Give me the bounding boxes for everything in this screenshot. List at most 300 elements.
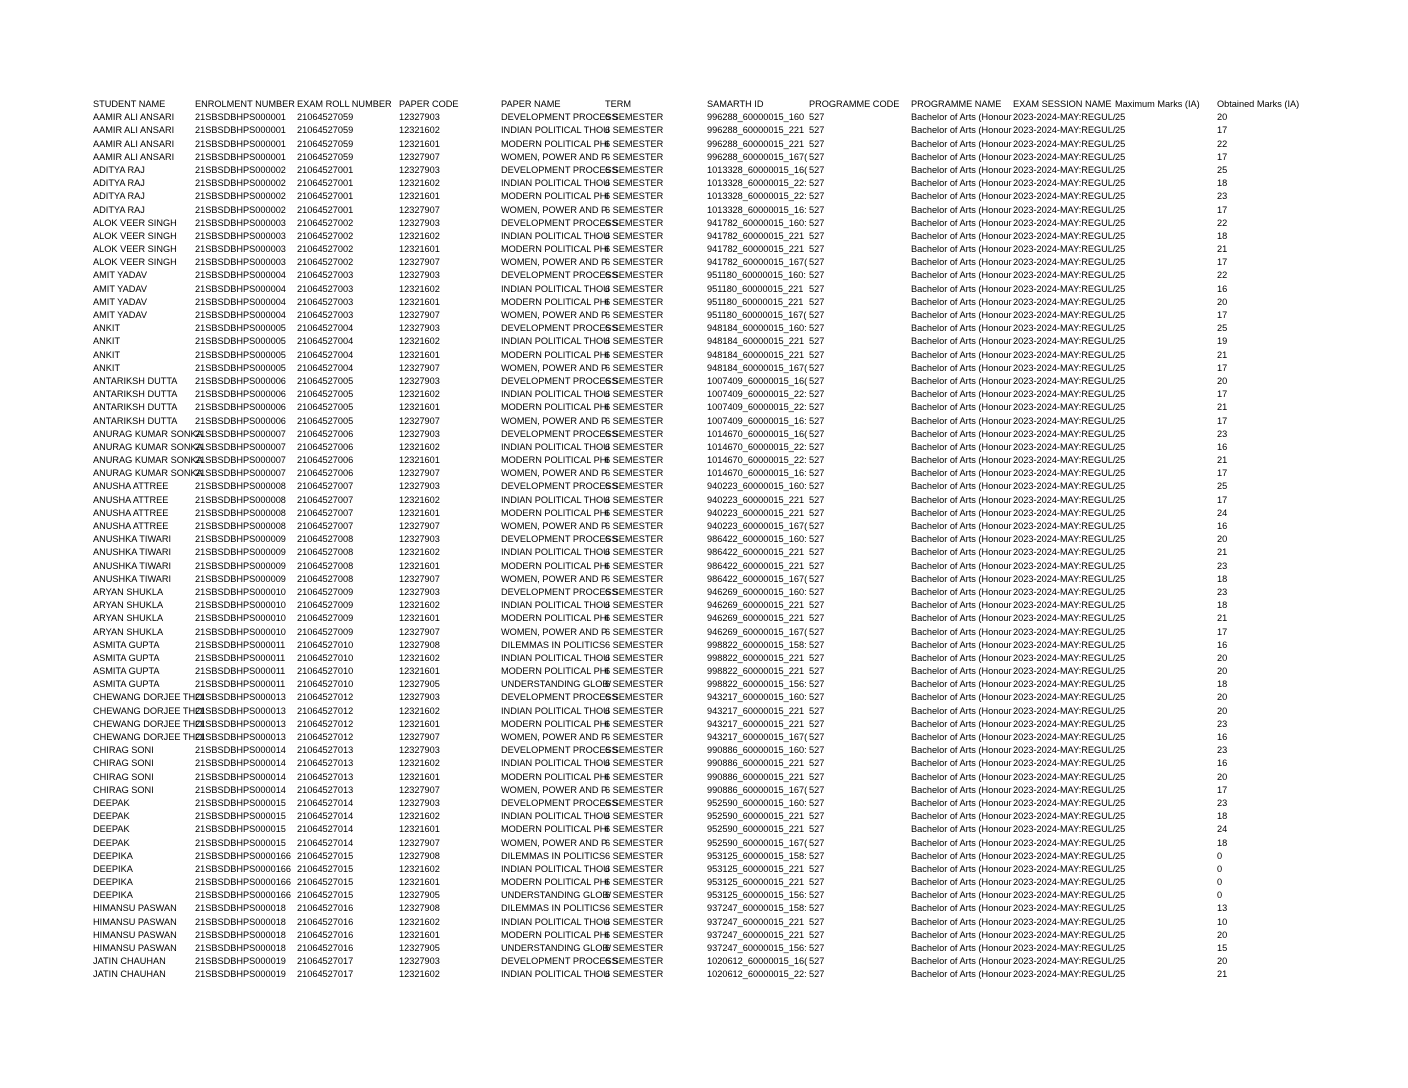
cell-term: 6 SEMESTER — [605, 850, 664, 861]
cell-student-name: DEEPAK — [93, 811, 130, 822]
cell-enrolment-number: 21SBSDBHPS0000166 — [195, 877, 292, 888]
cell-maximum-marks: 25 — [1115, 679, 1126, 690]
cell-programme-name: Bachelor of Arts (Honour — [911, 507, 1012, 518]
cell-paper-code: 12321601 — [399, 613, 440, 624]
cell-exam-session-name: 2023-2024-MAY:REGUL/ — [1013, 784, 1116, 795]
cell-exam-roll-number: 21064527017 — [297, 956, 354, 967]
table-row — [93, 269, 1323, 282]
cell-obtained-marks: 16 — [1217, 732, 1228, 742]
cell-programme-code: 527 — [809, 692, 825, 703]
cell-paper-name: DEVELOPMENT PROCESS — [501, 692, 618, 703]
cell-exam-session-name: 2023-2024-MAY:REGUL/ — [1013, 481, 1116, 492]
cell-programme-name: Bachelor of Arts (Honour — [911, 705, 1012, 716]
cell-student-name: ANUSHKA TIWARI — [93, 560, 172, 571]
cell-paper-code: 12327903 — [399, 534, 440, 545]
cell-samarth-id: 943217_60000015_221 — [707, 718, 805, 729]
cell-programme-code: 527 — [809, 336, 825, 347]
cell-programme-code: 527 — [809, 824, 825, 835]
cell-programme-code: 527 — [809, 310, 825, 320]
cell-paper-name: UNDERSTANDING GLOB/ — [501, 943, 612, 953]
cell-samarth-id: 948184_60000015_221 — [707, 336, 805, 347]
cell-paper-name: DEVELOPMENT PROCESS — [501, 797, 618, 808]
cell-paper-name: UNDERSTANDING GLOB/ — [501, 890, 612, 901]
cell-paper-name: MODERN POLITICAL PHI — [501, 349, 609, 360]
cell-paper-code: 12321602 — [399, 811, 440, 822]
cell-exam-session-name: 2023-2024-MAY:REGUL/ — [1013, 204, 1116, 215]
cell-samarth-id: 941782_60000015_221 — [707, 244, 805, 255]
cell-enrolment-number: 21SBSDBHPS000014 — [195, 758, 286, 769]
cell-enrolment-number: 21SBSDBHPS000015 — [195, 824, 286, 835]
cell-exam-session-name: 2023-2024-MAY:REGUL/ — [1013, 310, 1116, 320]
cell-student-name: HIMANSU PASWAN — [93, 943, 177, 953]
cell-samarth-id: 1007409_60000015_22: — [707, 389, 807, 400]
table-row — [93, 823, 1323, 836]
cell-programme-code: 527 — [809, 732, 825, 742]
cell-maximum-marks: 25 — [1115, 507, 1126, 518]
cell-samarth-id: 940223_60000015_221 — [707, 507, 805, 518]
cell-term: 6 SEMESTER — [605, 310, 664, 320]
cell-programme-name: Bachelor of Arts (Honour — [911, 890, 1012, 901]
cell-exam-session-name: 2023-2024-MAY:REGUL/ — [1013, 943, 1116, 953]
cell-enrolment-number: 21SBSDBHPS000006 — [195, 402, 286, 413]
cell-obtained-marks: 21 — [1217, 547, 1228, 558]
cell-programme-code: 527 — [809, 283, 825, 294]
cell-student-name: ANUSHKA TIWARI — [93, 573, 172, 584]
table-row — [93, 124, 1323, 137]
cell-obtained-marks: 21 — [1217, 402, 1228, 413]
cell-term: 6 SEMESTER — [605, 811, 664, 822]
cell-programme-name: Bachelor of Arts (Honour — [911, 943, 1012, 953]
cell-samarth-id: 953125_60000015_221 — [707, 877, 805, 888]
cell-paper-code: 12327903 — [399, 797, 440, 808]
cell-exam-session-name: 2023-2024-MAY:REGUL/ — [1013, 389, 1116, 400]
cell-samarth-id: 948184_60000015_167( — [707, 362, 808, 373]
cell-exam-session-name: 2023-2024-MAY:REGUL/ — [1013, 560, 1116, 571]
cell-paper-name: DEVELOPMENT PROCESS — [501, 112, 618, 123]
cell-term: 6 SEMESTER — [605, 441, 664, 452]
cell-maximum-marks: 25 — [1115, 481, 1126, 492]
cell-maximum-marks: 25 — [1115, 178, 1126, 189]
cell-obtained-marks: 17 — [1217, 494, 1228, 505]
table-row — [93, 494, 1323, 507]
cell-exam-roll-number: 21064527003 — [297, 296, 354, 307]
cell-exam-session-name: 2023-2024-MAY:REGUL/ — [1013, 455, 1116, 466]
cell-exam-roll-number: 21064527009 — [297, 626, 354, 637]
cell-term: 6 SEMESTER — [605, 349, 664, 360]
cell-enrolment-number: 21SBSDBHPS000013 — [195, 732, 286, 742]
cell-exam-roll-number: 21064527007 — [297, 494, 354, 505]
cell-paper-code: 12321602 — [399, 336, 440, 347]
cell-term: 6 SEMESTER — [605, 178, 664, 189]
cell-paper-code: 12321601 — [399, 244, 440, 255]
cell-programme-code: 527 — [809, 455, 825, 466]
cell-programme-name: Bachelor of Arts (Honour — [911, 125, 1012, 136]
cell-term: 6 SEMESTER — [605, 877, 664, 888]
cell-paper-code: 12321602 — [399, 547, 440, 558]
cell-programme-code: 527 — [809, 428, 825, 439]
cell-programme-name: Bachelor of Arts (Honour — [911, 758, 1012, 769]
cell-samarth-id: 1007409_60000015_22: — [707, 402, 807, 413]
cell-paper-code: 12321602 — [399, 652, 440, 663]
cell-obtained-marks: 0 — [1217, 877, 1223, 888]
table-row — [93, 480, 1323, 493]
cell-obtained-marks: 17 — [1217, 151, 1228, 162]
spreadsheet-page — [93, 98, 1323, 982]
cell-paper-name: INDIAN POLITICAL THOU — [501, 652, 610, 663]
cell-student-name: ANTARIKSH DUTTA — [93, 415, 178, 426]
cell-programme-name: Bachelor of Arts (Honour — [911, 969, 1012, 980]
cell-paper-code: 12321602 — [399, 758, 440, 769]
cell-paper-name: DILEMMAS IN POLITICS — [501, 903, 606, 914]
cell-enrolment-number: 21SBSDBHPS000008 — [195, 481, 286, 492]
cell-exam-session-name: 2023-2024-MAY:REGUL/ — [1013, 692, 1116, 703]
cell-student-name: AAMIR ALI ANSARI — [93, 112, 175, 123]
cell-exam-roll-number: 21064527008 — [297, 534, 354, 545]
cell-samarth-id: 1014670_60000015_22: — [707, 455, 807, 466]
cell-exam-roll-number: 21064527008 — [297, 547, 354, 558]
cell-maximum-marks: 25 — [1115, 534, 1126, 545]
cell-samarth-id: 996288_60000015_221 — [707, 138, 805, 149]
cell-exam-roll-number: 21064527009 — [297, 586, 354, 597]
cell-term: 6 SEMESTER — [605, 362, 664, 373]
cell-programme-code: 527 — [809, 125, 825, 136]
cell-programme-code: 527 — [809, 652, 825, 663]
cell-student-name: ALOK VEER SINGH — [93, 257, 177, 268]
cell-obtained-marks: 22 — [1217, 270, 1228, 281]
cell-term: 6 SEMESTER — [605, 573, 664, 584]
cell-maximum-marks: 25 — [1115, 863, 1126, 874]
cell-term: 6 SEMESTER — [605, 956, 664, 967]
cell-exam-roll-number: 21064527004 — [297, 349, 354, 360]
cell-paper-name: WOMEN, POWER AND P — [501, 151, 608, 162]
cell-term: 6 SEMESTER — [605, 890, 664, 901]
cell-exam-roll-number: 21064527016 — [297, 929, 354, 940]
table-row — [93, 850, 1323, 863]
cell-paper-code: 12321602 — [399, 969, 440, 980]
cell-paper-name: MODERN POLITICAL PHI — [501, 138, 609, 149]
table-row — [93, 837, 1323, 850]
cell-samarth-id: 953125_60000015_158: — [707, 850, 807, 861]
header-exam-roll-number: EXAM ROLL NUMBER — [297, 99, 392, 109]
cell-programme-name: Bachelor of Arts (Honour — [911, 784, 1012, 795]
header-student-name: STUDENT NAME — [93, 99, 166, 109]
cell-term: 6 SEMESTER — [605, 323, 664, 334]
cell-maximum-marks: 25 — [1115, 217, 1126, 228]
cell-term: 6 SEMESTER — [605, 494, 664, 505]
cell-programme-name: Bachelor of Arts (Honour — [911, 586, 1012, 597]
cell-exam-roll-number: 21064527006 — [297, 455, 354, 466]
cell-maximum-marks: 25 — [1115, 112, 1126, 123]
cell-obtained-marks: 24 — [1217, 824, 1228, 835]
cell-exam-roll-number: 21064527007 — [297, 521, 354, 531]
cell-term: 6 SEMESTER — [605, 428, 664, 439]
cell-paper-name: WOMEN, POWER AND P — [501, 732, 608, 742]
cell-samarth-id: 943217_60000015_160: — [707, 692, 807, 703]
cell-student-name: DEEPAK — [93, 837, 130, 848]
cell-programme-name: Bachelor of Arts (Honour — [911, 732, 1012, 742]
cell-exam-session-name: 2023-2024-MAY:REGUL/ — [1013, 824, 1116, 835]
cell-samarth-id: 941782_60000015_167( — [707, 257, 808, 268]
cell-student-name: DEEPIKA — [93, 850, 133, 861]
cell-term: 6 SEMESTER — [605, 692, 664, 703]
cell-enrolment-number: 21SBSDBHPS000015 — [195, 797, 286, 808]
cell-obtained-marks: 25 — [1217, 164, 1228, 175]
cell-exam-roll-number: 21064527059 — [297, 125, 354, 136]
cell-obtained-marks: 18 — [1217, 573, 1228, 584]
cell-exam-session-name: 2023-2024-MAY:REGUL/ — [1013, 586, 1116, 597]
cell-enrolment-number: 21SBSDBHPS000004 — [195, 310, 286, 320]
cell-programme-name: Bachelor of Arts (Honour — [911, 811, 1012, 822]
cell-programme-code: 527 — [809, 138, 825, 149]
cell-student-name: HIMANSU PASWAN — [93, 929, 177, 940]
cell-samarth-id: 998822_60000015_156: — [707, 679, 807, 690]
cell-student-name: CHIRAG SONI — [93, 745, 154, 756]
cell-programme-code: 527 — [809, 468, 825, 479]
cell-paper-code: 12321601 — [399, 402, 440, 413]
cell-exam-roll-number: 21064527014 — [297, 837, 354, 848]
cell-paper-code: 12321602 — [399, 230, 440, 241]
cell-samarth-id: 1014670_60000015_16: — [707, 468, 807, 479]
cell-programme-name: Bachelor of Arts (Honour — [911, 745, 1012, 756]
cell-paper-name: INDIAN POLITICAL THOU — [501, 178, 610, 189]
cell-maximum-marks: 25 — [1115, 837, 1126, 848]
cell-obtained-marks: 18 — [1217, 811, 1228, 822]
cell-exam-roll-number: 21064527015 — [297, 877, 354, 888]
cell-samarth-id: 1013328_60000015_22: — [707, 178, 807, 189]
cell-programme-code: 527 — [809, 362, 825, 373]
cell-obtained-marks: 21 — [1217, 969, 1228, 980]
cell-programme-code: 527 — [809, 890, 825, 901]
cell-paper-name: DEVELOPMENT PROCESS — [501, 323, 618, 334]
table-row — [93, 876, 1323, 889]
cell-obtained-marks: 25 — [1217, 481, 1228, 492]
cell-enrolment-number: 21SBSDBHPS000004 — [195, 270, 286, 281]
cell-paper-code: 12327903 — [399, 112, 440, 123]
cell-enrolment-number: 21SBSDBHPS000013 — [195, 705, 286, 716]
cell-samarth-id: 940223_60000015_160: — [707, 481, 807, 492]
table-row — [93, 204, 1323, 217]
cell-samarth-id: 1007409_60000015_16: — [707, 415, 807, 426]
cell-student-name: CHIRAG SONI — [93, 758, 154, 769]
cell-exam-session-name: 2023-2024-MAY:REGUL/ — [1013, 666, 1116, 677]
cell-enrolment-number: 21SBSDBHPS000003 — [195, 230, 286, 241]
cell-maximum-marks: 25 — [1115, 336, 1126, 347]
cell-paper-name: UNDERSTANDING GLOB/ — [501, 679, 612, 690]
cell-programme-name: Bachelor of Arts (Honour — [911, 362, 1012, 373]
cell-exam-session-name: 2023-2024-MAY:REGUL/ — [1013, 230, 1116, 241]
cell-exam-session-name: 2023-2024-MAY:REGUL/ — [1013, 811, 1116, 822]
cell-exam-session-name: 2023-2024-MAY:REGUL/ — [1013, 956, 1116, 967]
cell-obtained-marks: 18 — [1217, 679, 1228, 690]
cell-paper-code: 12327903 — [399, 428, 440, 439]
cell-exam-roll-number: 21064527004 — [297, 323, 354, 334]
cell-paper-code: 12327903 — [399, 323, 440, 334]
cell-programme-code: 527 — [809, 718, 825, 729]
cell-maximum-marks: 25 — [1115, 494, 1126, 505]
table-row — [93, 731, 1323, 744]
cell-term: 6 SEMESTER — [605, 705, 664, 716]
cell-term: 6 SEMESTER — [605, 507, 664, 518]
cell-programme-name: Bachelor of Arts (Honour — [911, 850, 1012, 861]
cell-paper-code: 12327903 — [399, 745, 440, 756]
cell-programme-code: 527 — [809, 943, 825, 953]
cell-exam-session-name: 2023-2024-MAY:REGUL/ — [1013, 164, 1116, 175]
table-row — [93, 612, 1323, 625]
cell-programme-code: 527 — [809, 679, 825, 690]
cell-enrolment-number: 21SBSDBHPS000015 — [195, 837, 286, 848]
cell-programme-name: Bachelor of Arts (Honour — [911, 468, 1012, 479]
cell-maximum-marks: 25 — [1115, 600, 1126, 611]
cell-exam-session-name: 2023-2024-MAY:REGUL/ — [1013, 336, 1116, 347]
cell-term: 6 SEMESTER — [605, 336, 664, 347]
cell-paper-code: 12321602 — [399, 705, 440, 716]
table-row — [93, 164, 1323, 177]
table-row — [93, 283, 1323, 296]
table-row — [93, 415, 1323, 428]
cell-maximum-marks: 25 — [1115, 943, 1126, 953]
cell-obtained-marks: 23 — [1217, 428, 1228, 439]
cell-programme-name: Bachelor of Arts (Honour — [911, 521, 1012, 531]
cell-maximum-marks: 25 — [1115, 323, 1126, 334]
cell-student-name: CHIRAG SONI — [93, 771, 154, 782]
cell-paper-name: INDIAN POLITICAL THOU — [501, 916, 610, 927]
cell-paper-name: INDIAN POLITICAL THOU — [501, 547, 610, 558]
cell-exam-session-name: 2023-2024-MAY:REGUL/ — [1013, 112, 1116, 123]
cell-samarth-id: 941782_60000015_221 — [707, 230, 805, 241]
cell-programme-name: Bachelor of Arts (Honour — [911, 230, 1012, 241]
cell-term: 6 SEMESTER — [605, 969, 664, 980]
table-row — [93, 744, 1323, 757]
cell-obtained-marks: 0 — [1217, 890, 1223, 901]
cell-obtained-marks: 20 — [1217, 652, 1228, 663]
cell-paper-code: 12321602 — [399, 494, 440, 505]
cell-paper-name: MODERN POLITICAL PHI — [501, 296, 609, 307]
cell-exam-roll-number: 21064527006 — [297, 468, 354, 479]
cell-exam-session-name: 2023-2024-MAY:REGUL/ — [1013, 283, 1116, 294]
cell-paper-code: 12321601 — [399, 455, 440, 466]
cell-enrolment-number: 21SBSDBHPS0000166 — [195, 850, 292, 861]
cell-student-name: ANKIT — [93, 323, 121, 334]
cell-term: 6 SEMESTER — [605, 547, 664, 558]
cell-term: 6 SEMESTER — [605, 389, 664, 400]
cell-paper-code: 12327907 — [399, 257, 440, 268]
cell-programme-name: Bachelor of Arts (Honour — [911, 547, 1012, 558]
cell-student-name: HIMANSU PASWAN — [93, 916, 177, 927]
cell-programme-code: 527 — [809, 837, 825, 848]
cell-enrolment-number: 21SBSDBHPS000010 — [195, 600, 286, 611]
cell-samarth-id: 951180_60000015_160: — [707, 270, 806, 281]
cell-exam-roll-number: 21064527014 — [297, 811, 354, 822]
cell-student-name: CHEWANG DORJEE THOI — [93, 718, 205, 729]
table-row — [93, 560, 1323, 573]
cell-programme-code: 527 — [809, 916, 825, 927]
cell-exam-roll-number: 21064527015 — [297, 863, 354, 874]
table-row — [93, 533, 1323, 546]
cell-programme-name: Bachelor of Arts (Honour — [911, 560, 1012, 571]
cell-term: 6 SEMESTER — [605, 402, 664, 413]
cell-obtained-marks: 23 — [1217, 191, 1228, 202]
cell-exam-roll-number: 21064527015 — [297, 890, 354, 901]
cell-exam-roll-number: 21064527014 — [297, 797, 354, 808]
cell-programme-code: 527 — [809, 956, 825, 967]
cell-samarth-id: 986422_60000015_167( — [707, 573, 808, 584]
cell-programme-name: Bachelor of Arts (Honour — [911, 824, 1012, 835]
cell-student-name: CHEWANG DORJEE THOI — [93, 732, 205, 742]
cell-obtained-marks: 18 — [1217, 600, 1228, 611]
cell-maximum-marks: 25 — [1115, 204, 1126, 215]
cell-paper-code: 12321601 — [399, 877, 440, 888]
cell-samarth-id: 937247_60000015_156: — [707, 943, 807, 953]
cell-programme-code: 527 — [809, 402, 825, 413]
cell-exam-roll-number: 21064527002 — [297, 217, 354, 228]
cell-student-name: AAMIR ALI ANSARI — [93, 151, 175, 162]
cell-samarth-id: 946269_60000015_160: — [707, 586, 807, 597]
cell-programme-code: 527 — [809, 257, 825, 268]
cell-programme-name: Bachelor of Arts (Honour — [911, 600, 1012, 611]
cell-exam-session-name: 2023-2024-MAY:REGUL/ — [1013, 877, 1116, 888]
cell-paper-code: 12327903 — [399, 217, 440, 228]
header-paper-name: PAPER NAME — [501, 99, 561, 109]
cell-enrolment-number: 21SBSDBHPS000002 — [195, 178, 286, 189]
cell-programme-name: Bachelor of Arts (Honour — [911, 718, 1012, 729]
cell-programme-code: 527 — [809, 389, 825, 400]
cell-exam-roll-number: 21064527009 — [297, 613, 354, 624]
cell-student-name: ADITYA RAJ — [93, 204, 145, 215]
cell-exam-roll-number: 21064527005 — [297, 402, 354, 413]
cell-enrolment-number: 21SBSDBHPS000011 — [195, 652, 286, 663]
cell-paper-name: DEVELOPMENT PROCESS — [501, 745, 618, 756]
table-row — [93, 335, 1323, 348]
cell-exam-session-name: 2023-2024-MAY:REGUL/ — [1013, 903, 1116, 914]
cell-obtained-marks: 17 — [1217, 257, 1228, 268]
cell-programme-name: Bachelor of Arts (Honour — [911, 797, 1012, 808]
cell-programme-name: Bachelor of Arts (Honour — [911, 415, 1012, 426]
cell-exam-session-name: 2023-2024-MAY:REGUL/ — [1013, 916, 1116, 927]
cell-student-name: DEEPIKA — [93, 890, 133, 901]
cell-programme-name: Bachelor of Arts (Honour — [911, 534, 1012, 545]
cell-paper-name: MODERN POLITICAL PHI — [501, 507, 609, 518]
cell-obtained-marks: 16 — [1217, 283, 1228, 294]
cell-term: 6 SEMESTER — [605, 283, 664, 294]
cell-programme-code: 527 — [809, 481, 825, 492]
cell-student-name: ANURAG KUMAR SONKA — [93, 428, 203, 439]
cell-programme-code: 527 — [809, 191, 825, 202]
cell-exam-roll-number: 21064527008 — [297, 560, 354, 571]
cell-samarth-id: 986422_60000015_221 — [707, 560, 805, 571]
cell-paper-name: MODERN POLITICAL PHI — [501, 718, 609, 729]
cell-programme-name: Bachelor of Arts (Honour — [911, 877, 1012, 888]
cell-exam-roll-number: 21064527001 — [297, 204, 354, 215]
cell-programme-code: 527 — [809, 758, 825, 769]
cell-student-name: ALOK VEER SINGH — [93, 230, 177, 241]
cell-paper-code: 12321601 — [399, 824, 440, 835]
cell-exam-session-name: 2023-2024-MAY:REGUL/ — [1013, 244, 1116, 255]
cell-exam-session-name: 2023-2024-MAY:REGUL/ — [1013, 745, 1116, 756]
cell-maximum-marks: 25 — [1115, 732, 1126, 742]
cell-maximum-marks: 25 — [1115, 969, 1126, 980]
cell-maximum-marks: 25 — [1115, 824, 1126, 835]
cell-obtained-marks: 22 — [1217, 138, 1228, 149]
cell-exam-session-name: 2023-2024-MAY:REGUL/ — [1013, 217, 1116, 228]
cell-programme-name: Bachelor of Arts (Honour — [911, 428, 1012, 439]
cell-programme-name: Bachelor of Arts (Honour — [911, 613, 1012, 624]
cell-paper-name: MODERN POLITICAL PHI — [501, 560, 609, 571]
cell-exam-roll-number: 21064527003 — [297, 310, 354, 320]
cell-maximum-marks: 25 — [1115, 877, 1126, 888]
cell-samarth-id: 1020612_60000015_22: — [707, 969, 807, 980]
cell-enrolment-number: 21SBSDBHPS000009 — [195, 547, 286, 558]
cell-obtained-marks: 16 — [1217, 441, 1228, 452]
